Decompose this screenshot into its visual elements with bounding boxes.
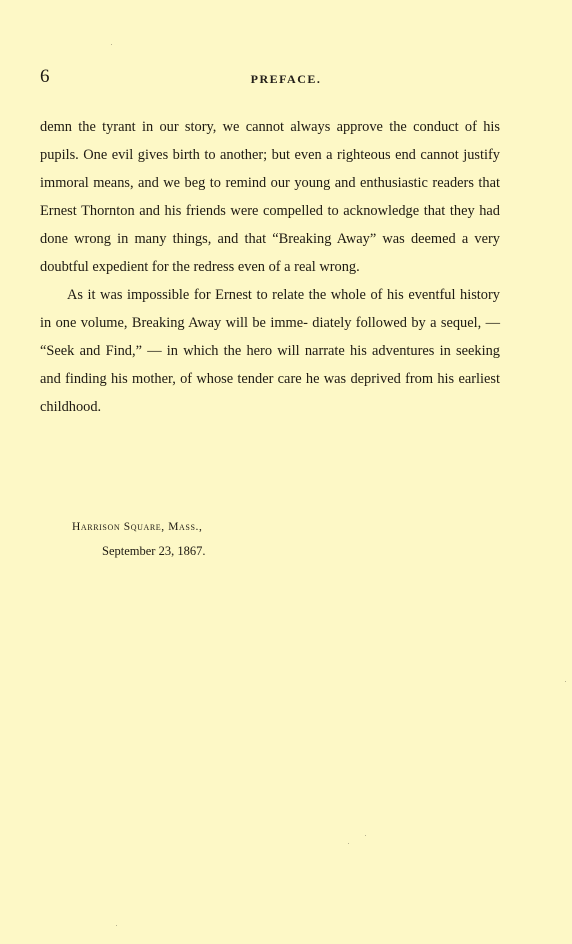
text-line: As it was impossible for Ernest to relate the whole of his <box>67 287 404 303</box>
text-line: even a righteous end cannot justify immoral means, and we <box>40 147 500 191</box>
text-line: eventful history in one volume, Breaking Away will be imme- <box>40 287 500 331</box>
text-line: diately followed by a sequel, — “Seek and Find,” — in which <box>40 315 500 359</box>
paragraph-1 <box>40 113 500 281</box>
paper-speck <box>111 44 112 45</box>
paper-speck <box>565 681 566 682</box>
signature-date: September 23, 1867. <box>102 544 206 558</box>
paper-speck <box>348 843 349 844</box>
text-line: conduct of his pupils. One evil gives birth to another; but <box>40 119 500 163</box>
signature-place: Harrison Square, Mass., <box>72 521 203 533</box>
paper-speck <box>365 835 366 836</box>
running-head: PREFACE. <box>250 72 322 86</box>
text-line: Thornton and his friends were compelled to acknowledge that <box>81 203 446 219</box>
paragraph-2 <box>40 281 500 421</box>
text-line: his mother, of whose tender care he was deprived from his <box>110 371 455 387</box>
text-line: Away” was deemed a very doubtful expedient for the redress <box>40 231 500 275</box>
preface-body <box>40 113 500 421</box>
text-line: earliest childhood. <box>40 371 500 415</box>
text-line: demn the tyrant in our story, we cannot always approve the <box>40 119 407 135</box>
text-line: the hero will narrate his adventures in seeking and finding <box>40 343 500 387</box>
page-number: 6 <box>40 66 50 87</box>
text-line: beg to remind our young and enthusiastic readers that Ernest <box>40 175 500 219</box>
text-line: they had done wrong in many things, and that “Breaking <box>40 203 500 247</box>
paper-speck <box>116 925 117 926</box>
text-line: even of a real wrong. <box>237 259 360 275</box>
